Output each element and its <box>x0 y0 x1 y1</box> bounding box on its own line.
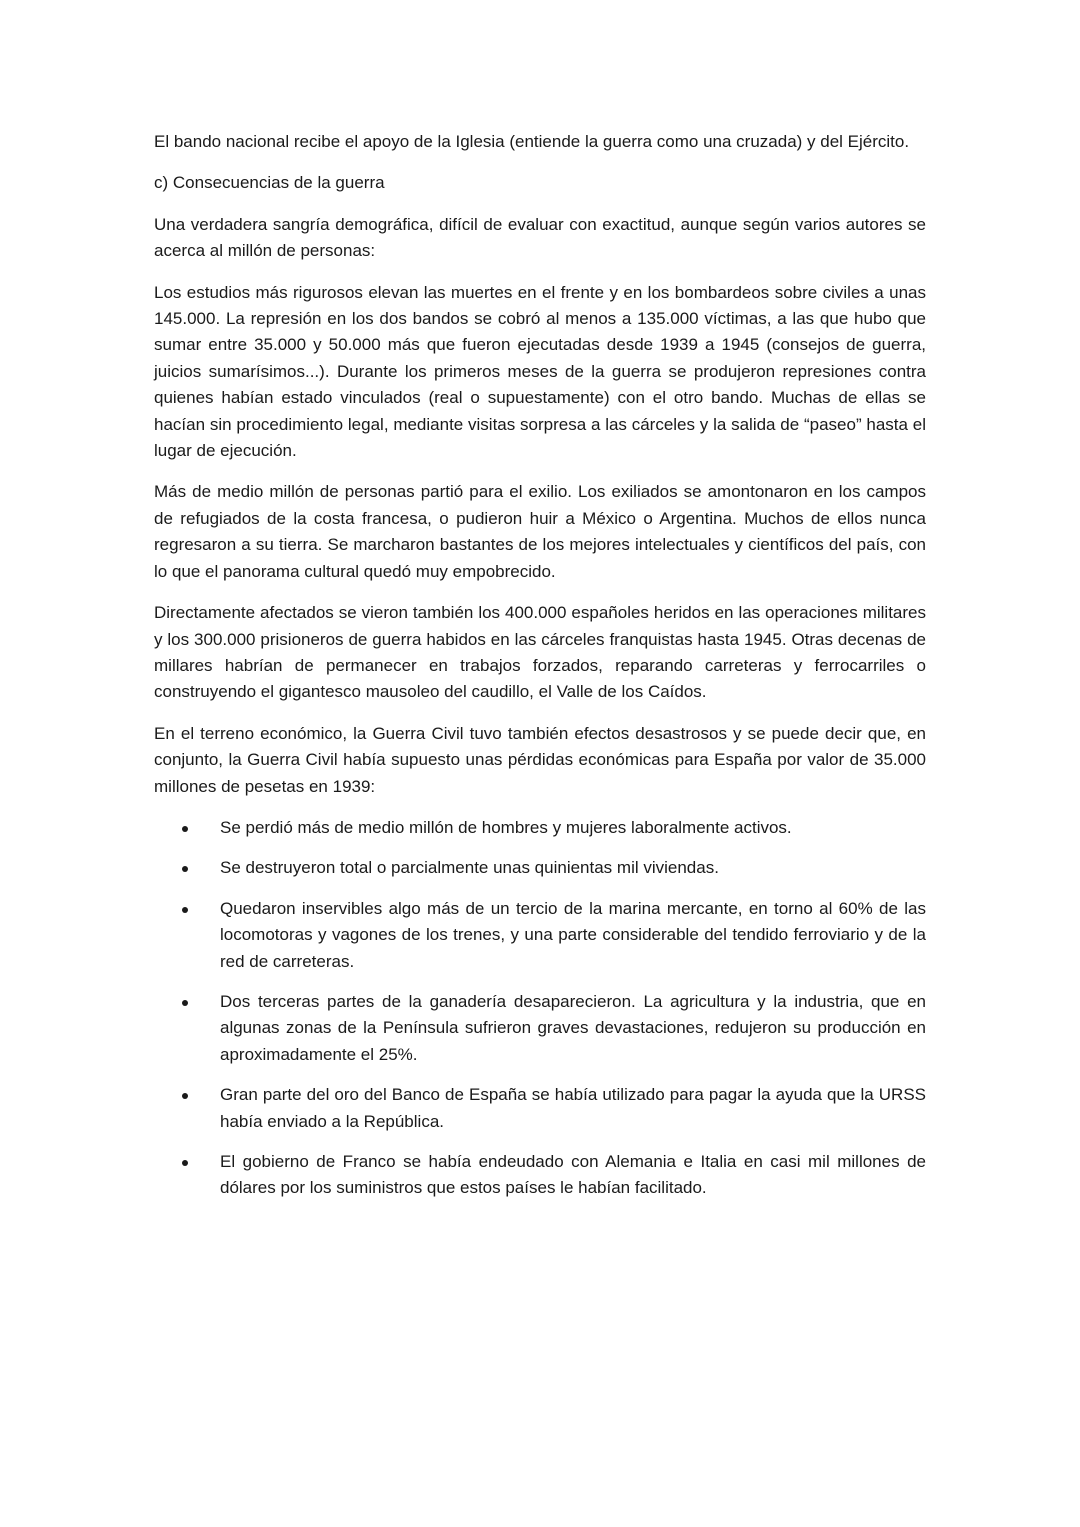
list-item-text: Se perdió más de medio millón de hombres y mujeres laboralmente activos. <box>220 817 792 837</box>
document-page <box>154 129 926 1216</box>
section-heading: c) Consecuencias de la guerra <box>154 173 385 193</box>
list-item-text: Gran parte del oro del Banco de España se había utilizado para pagar la ayuda que la URSS había enviado a la República. <box>220 1085 926 1131</box>
list-item-text: El gobierno de Franco se había endeudado con Alemania e Italia en casi mil millones de dólares por los suministros que estos países le habían facilitado. <box>220 1152 926 1198</box>
paragraph-afectados: Directamente afectados se vieron también los 400.000 españoles heridos en las operaciones militares y los 300.000 prisioneros de guerra habidos en las cárceles franquistas hasta 1945. Otras decenas de millares habrían de permanecer en trabajos forzados, reparando carreteras y ferrocarriles o construyendo el gigantesco mausoleo del caudillo, el Valle de los Caídos. <box>154 603 926 702</box>
bullet-icon <box>182 1093 188 1099</box>
list-item-text: Dos terceras partes de la ganadería desaparecieron. La agricultura y la industria, que en algunas zonas de la Península sufrieron graves devastaciones, redujeron su producción en aproximadamente el 25%. <box>220 991 926 1064</box>
bullet-icon <box>182 1160 188 1166</box>
paragraph-exilio: Más de medio millón de personas partió para el exilio. Los exiliados se amontonaron en los campos de refugiados de la costa francesa, o pudieron huir a México o Argentina. Muchos de ellos nunca regresaron a su tierra. Se marcharon bastantes de los mejores intelectuales y científicos del país, con lo que el panorama cultural quedó muy empobrecido. <box>154 482 926 581</box>
bullet-icon <box>182 866 188 872</box>
list-item <box>154 815 926 841</box>
bullet-icon <box>182 1000 188 1006</box>
list-item-text: Se destruyeron total o parcialmente unas quinientas mil viviendas. <box>220 858 719 878</box>
paragraph-bando-nacional: El bando nacional recibe el apoyo de la Iglesia (entiende la guerra como una cruzada) y del Ejército. <box>154 132 910 151</box>
bullet-icon <box>182 826 188 832</box>
paragraph-sangria: Una verdadera sangría demográfica, difícil de evaluar con exactitud, aunque según varios autores se acerca al millón de personas: <box>154 214 926 261</box>
list-item-text: Quedaron inservibles algo más de un tercio de la marina mercante, en torno al 60% de las locomotoras y vagones de los trenes, y una parte considerable del tendido ferroviario y de la red de carreteras. <box>220 898 926 971</box>
list-item <box>154 1082 926 1135</box>
paragraph-economico: En el terreno económico, la Guerra Civil tuvo también efectos desastrosos y se puede decir que, en conjunto, la Guerra Civil había supuesto unas pérdidas económicas para España por valor de 35.000 millones de pesetas en 1939: <box>154 723 926 796</box>
consequences-list <box>154 815 926 1202</box>
bullet-icon <box>182 907 188 913</box>
list-item <box>154 896 926 975</box>
list-item <box>154 989 926 1068</box>
list-item <box>154 1149 926 1202</box>
list-item <box>154 855 926 881</box>
paragraph-estudios: Los estudios más rigurosos elevan las muertes en el frente y en los bombardeos sobre civiles a unas 145.000. La represión en los dos bandos se cobró al menos a 135.000 víctimas, a las que hubo que sumar entre 35.000 y 50.000 más que fueron ejecutadas desde 1939 a 1945 (consejos de guerra, juicios sumarísimos...). Durante los primeros meses de la guerra se produjeron represiones contra quienes habían estado vinculados (real o supuestamente) con el otro bando. Muchas de ellas se hacían sin procedimiento legal, mediante visitas sorpresa a las cárceles y la salida de “paseo” hasta el lugar de ejecución. <box>154 282 926 461</box>
